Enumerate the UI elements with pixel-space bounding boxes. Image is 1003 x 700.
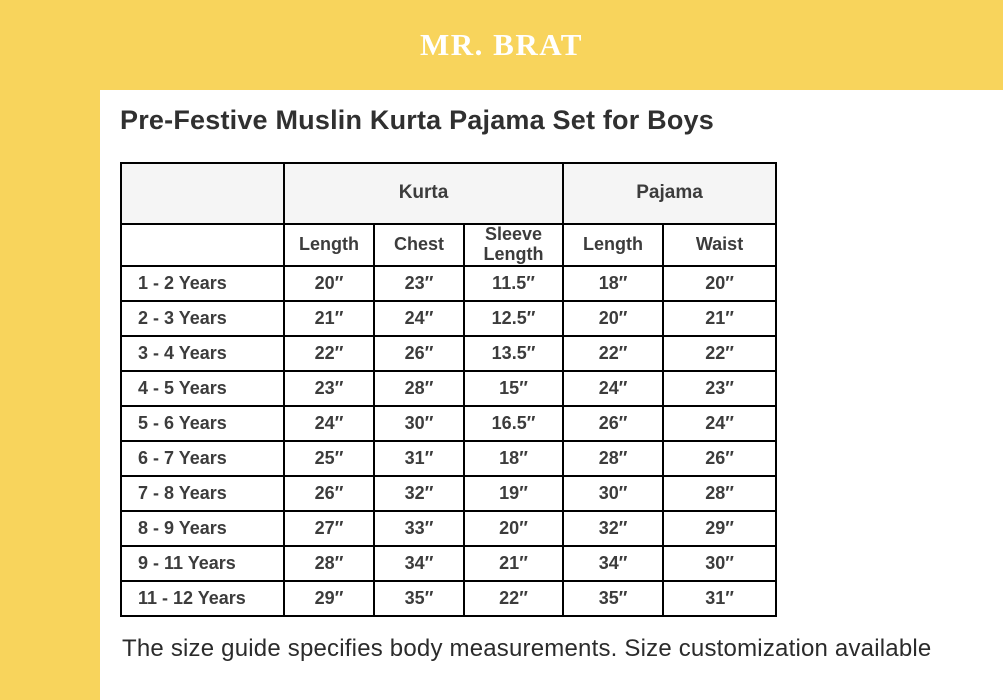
table-row — [121, 266, 776, 301]
column-header-sleeve-length: Sleeve Length — [464, 224, 563, 266]
age-range-cell: 4 - 5 Years — [121, 371, 284, 406]
measurement-cell: 12.5″ — [464, 301, 563, 336]
measurement-cell: 32″ — [563, 511, 663, 546]
measurement-cell: 20″ — [663, 266, 776, 301]
age-range-cell: 6 - 7 Years — [121, 441, 284, 476]
page-title: Pre-Festive Muslin Kurta Pajama Set for Boys — [120, 105, 714, 135]
column-header-waist: Waist — [663, 224, 776, 266]
table-row — [121, 581, 776, 616]
measurement-cell: 28″ — [284, 546, 374, 581]
measurement-cell: 34″ — [374, 546, 464, 581]
size-chart-column-header-row — [121, 224, 776, 266]
age-range-cell: 7 - 8 Years — [121, 476, 284, 511]
measurement-cell: 24″ — [374, 301, 464, 336]
measurement-cell: 35″ — [374, 581, 464, 616]
age-range-cell: 3 - 4 Years — [121, 336, 284, 371]
column-header-chest: Chest — [374, 224, 464, 266]
measurement-cell: 11.5″ — [464, 266, 563, 301]
measurement-cell: 33″ — [374, 511, 464, 546]
measurement-cell: 22″ — [284, 336, 374, 371]
measurement-cell: 19″ — [464, 476, 563, 511]
group-header-empty — [121, 163, 284, 224]
measurement-cell: 28″ — [563, 441, 663, 476]
brand-header — [0, 0, 1003, 90]
measurement-cell: 24″ — [563, 371, 663, 406]
measurement-cell: 31″ — [374, 441, 464, 476]
measurement-cell: 27″ — [284, 511, 374, 546]
age-range-cell: 2 - 3 Years — [121, 301, 284, 336]
measurement-cell: 16.5″ — [464, 406, 563, 441]
table-row — [121, 476, 776, 511]
measurement-cell: 24″ — [663, 406, 776, 441]
measurement-cell: 31″ — [663, 581, 776, 616]
column-header-length: Length — [563, 224, 663, 266]
measurement-cell: 28″ — [374, 371, 464, 406]
measurement-cell: 26″ — [563, 406, 663, 441]
measurement-cell: 18″ — [563, 266, 663, 301]
measurement-cell: 30″ — [663, 546, 776, 581]
measurement-cell: 23″ — [663, 371, 776, 406]
age-range-cell: 5 - 6 Years — [121, 406, 284, 441]
table-row — [121, 441, 776, 476]
measurement-cell: 35″ — [563, 581, 663, 616]
size-chart-table — [120, 162, 777, 617]
measurement-cell: 30″ — [563, 476, 663, 511]
measurement-cell: 20″ — [563, 301, 663, 336]
measurement-cell: 18″ — [464, 441, 563, 476]
age-range-cell: 9 - 11 Years — [121, 546, 284, 581]
measurement-cell: 23″ — [284, 371, 374, 406]
age-range-cell: 1 - 2 Years — [121, 266, 284, 301]
measurement-cell: 20″ — [464, 511, 563, 546]
table-row — [121, 301, 776, 336]
measurement-cell: 23″ — [374, 266, 464, 301]
size-chart-body — [121, 266, 776, 616]
measurement-cell: 30″ — [374, 406, 464, 441]
size-chart-group-header-row — [121, 163, 776, 224]
measurement-cell: 26″ — [284, 476, 374, 511]
measurement-cell: 15″ — [464, 371, 563, 406]
group-header-pajama: Pajama — [563, 163, 776, 224]
measurement-cell: 13.5″ — [464, 336, 563, 371]
size-guide-card — [100, 90, 1003, 700]
brand-logo-text: MR. BRAT — [420, 27, 583, 62]
table-row — [121, 371, 776, 406]
table-row — [121, 406, 776, 441]
measurement-cell: 24″ — [284, 406, 374, 441]
measurement-cell: 26″ — [663, 441, 776, 476]
table-row — [121, 511, 776, 546]
column-header-length: Length — [284, 224, 374, 266]
measurement-cell: 26″ — [374, 336, 464, 371]
group-header-kurta: Kurta — [284, 163, 563, 224]
measurement-cell: 32″ — [374, 476, 464, 511]
age-range-cell: 11 - 12 Years — [121, 581, 284, 616]
measurement-cell: 22″ — [563, 336, 663, 371]
measurement-cell: 34″ — [563, 546, 663, 581]
measurement-cell: 20″ — [284, 266, 374, 301]
measurement-cell: 22″ — [464, 581, 563, 616]
table-row — [121, 546, 776, 581]
table-row — [121, 336, 776, 371]
size-note: The size guide specifies body measurements. Size customization available — [122, 635, 932, 663]
measurement-cell: 28″ — [663, 476, 776, 511]
measurement-cell: 25″ — [284, 441, 374, 476]
measurement-cell: 29″ — [663, 511, 776, 546]
measurement-cell: 21″ — [284, 301, 374, 336]
measurement-cell: 22″ — [663, 336, 776, 371]
measurement-cell: 29″ — [284, 581, 374, 616]
column-header-empty — [121, 224, 284, 266]
measurement-cell: 21″ — [663, 301, 776, 336]
measurement-cell: 21″ — [464, 546, 563, 581]
age-range-cell: 8 - 9 Years — [121, 511, 284, 546]
